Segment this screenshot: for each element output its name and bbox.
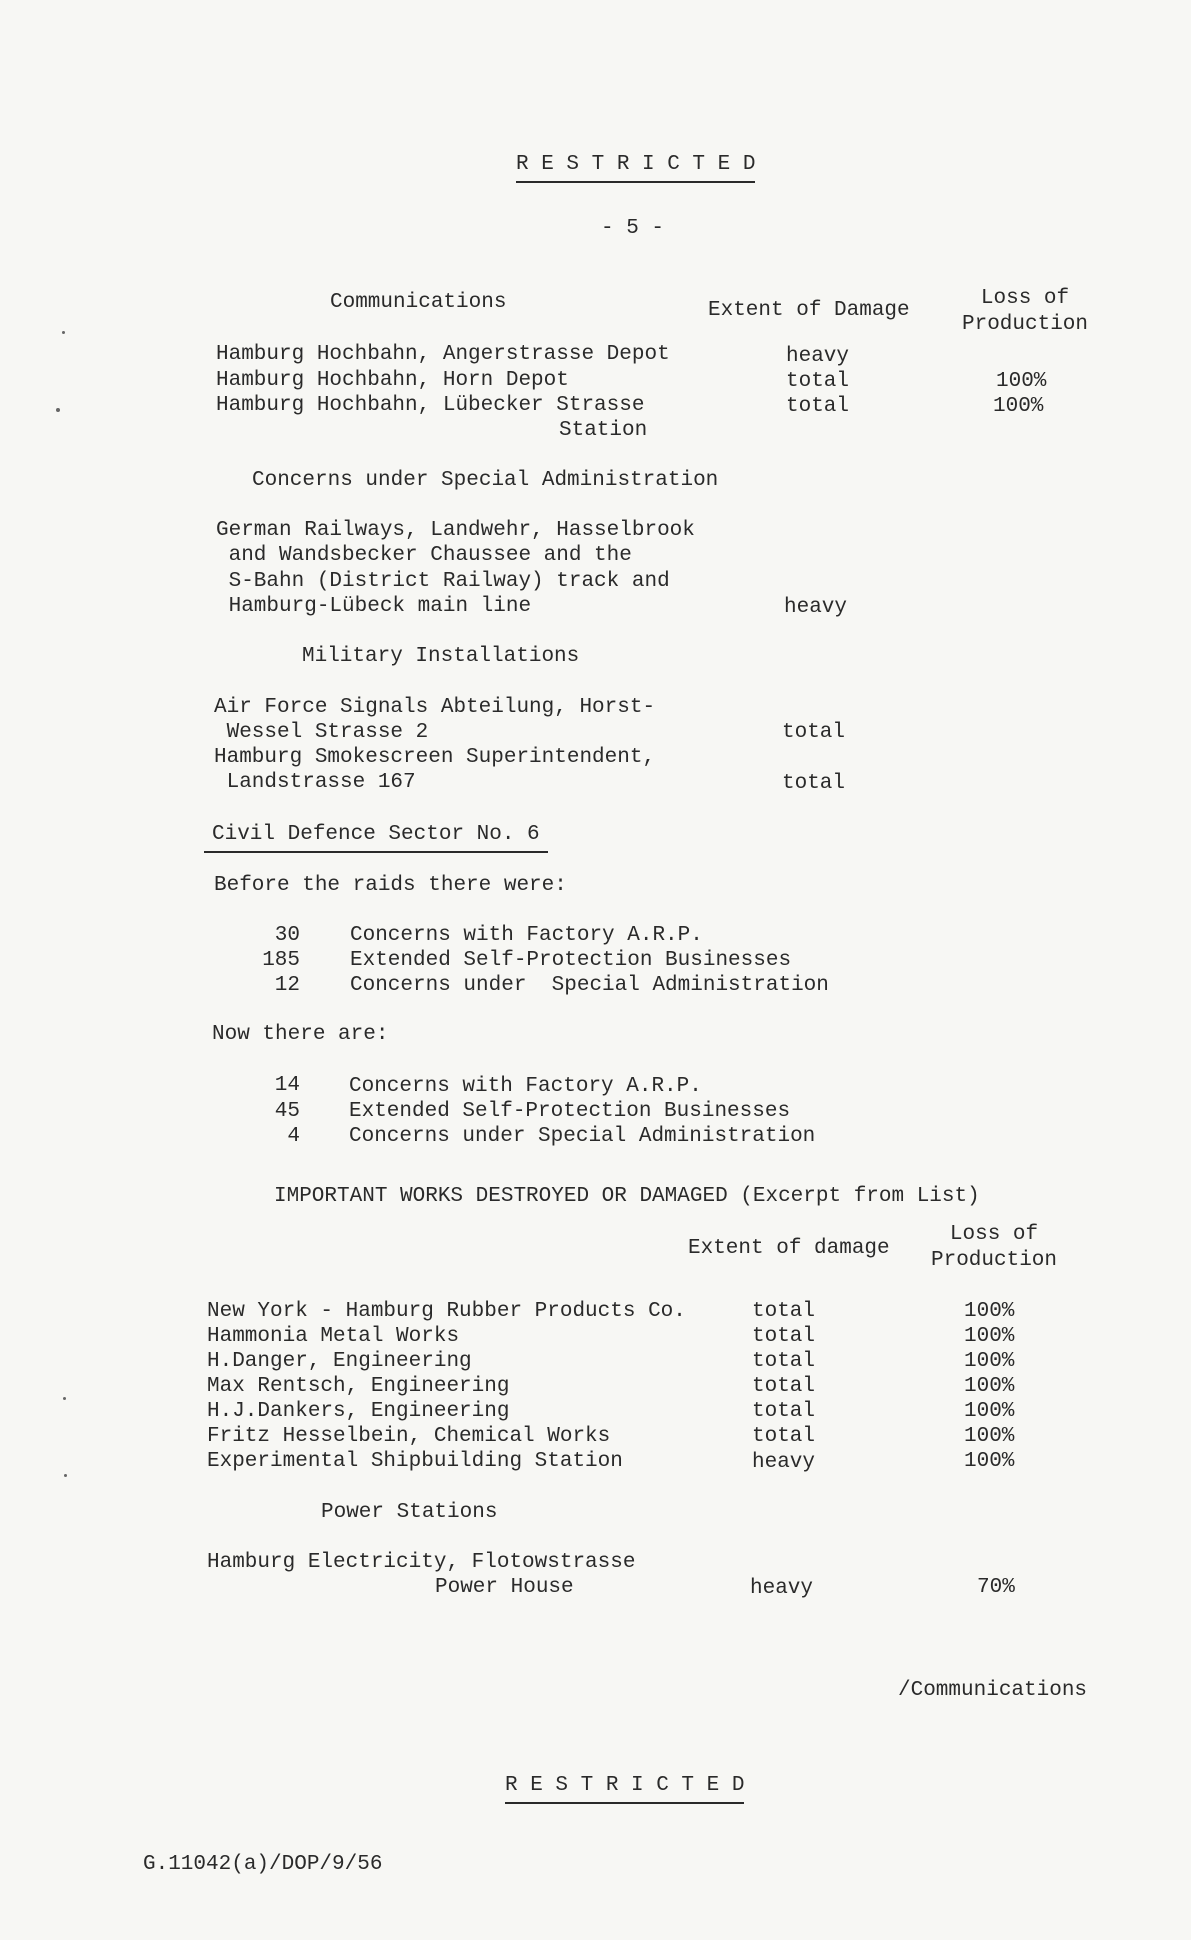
before-item: Concerns under Special Administration (350, 974, 829, 997)
scan-speck (56, 408, 60, 412)
comm-row-name: Hamburg Hochbahn, Horn Depot (216, 369, 569, 392)
works-row-name: Fritz Hesselbein, Chemical Works (207, 1425, 611, 1448)
special-admin-line: Hamburg-Lübeck main line (216, 595, 532, 618)
works-row-loss: 100% (964, 1300, 1015, 1323)
now-item: Concerns under Special Administration (349, 1125, 816, 1148)
comm-row-extent: total (786, 395, 850, 418)
works-row-name: Hammonia Metal Works (207, 1325, 460, 1348)
power-heading: Power Stations (321, 1501, 498, 1524)
power-loss: 70% (977, 1576, 1015, 1599)
power-line: Power House (435, 1576, 574, 1599)
military-item-extent: total (782, 772, 846, 795)
page-number: - 5 - (601, 217, 665, 240)
before-item: Extended Self-Protection Businesses (350, 949, 792, 972)
before-count: 185 (262, 949, 300, 972)
comm-row-extent: total (786, 370, 850, 393)
before-item: Concerns with Factory A.R.P. (350, 924, 703, 947)
works-row-extent: heavy (752, 1451, 816, 1474)
special-admin-heading: Concerns under Special Administration (252, 469, 719, 492)
before-count: 12 (274, 974, 300, 997)
col-loss-of-production-2: Production (961, 313, 1089, 336)
military-item-line: Air Force Signals Abteilung, Horst- (214, 696, 656, 719)
works-row-name: Max Rentsch, Engineering (207, 1375, 510, 1398)
comm-row-name: Hamburg Hochbahn, Angerstrasse Depot (216, 343, 670, 366)
works-row-extent: total (752, 1400, 816, 1423)
now-item: Concerns with Factory A.R.P. (349, 1075, 702, 1098)
military-item-line: Landstrasse 167 (214, 771, 416, 794)
comm-row-extent: heavy (786, 345, 850, 368)
military-item-line: Wessel Strasse 2 (214, 721, 429, 744)
scan-speck (63, 1397, 66, 1400)
works-row-loss: 100% (964, 1400, 1015, 1423)
now-count: 14 (274, 1074, 300, 1097)
now-item: Extended Self-Protection Businesses (349, 1100, 791, 1123)
comm-row-loss: 100% (996, 370, 1047, 393)
works-row-loss: 100% (964, 1425, 1015, 1448)
works-row-loss: 100% (964, 1375, 1015, 1398)
comm-row-continuation: Station (559, 419, 648, 442)
before-label: Before the raids there were: (214, 874, 567, 897)
military-item-line: Hamburg Smokescreen Superintendent, (214, 746, 656, 769)
col-loss-of-production-1: Loss of (980, 287, 1070, 310)
special-admin-extent: heavy (784, 596, 848, 619)
power-line: Hamburg Electricity, Flotowstrasse (207, 1551, 636, 1574)
works-row-loss: 100% (964, 1450, 1015, 1473)
col-extent-of-damage: Extent of Damage (708, 299, 910, 322)
works-col-loss-2: Production (930, 1249, 1058, 1272)
scan-speck (62, 331, 65, 334)
works-row-name: H.J.Dankers, Engineering (207, 1400, 510, 1423)
footer-restricted: R E S T R I C T E D (505, 1775, 744, 1804)
scan-speck (64, 1474, 67, 1477)
works-row-extent: total (752, 1300, 816, 1323)
special-admin-line: S-Bahn (District Railway) track and (216, 570, 670, 593)
before-count: 30 (274, 924, 300, 947)
document-reference: G.11042(a)/DOP/9/56 (143, 1853, 383, 1876)
works-row-name: Experimental Shipbuilding Station (207, 1450, 623, 1473)
works-row-extent: total (752, 1375, 816, 1398)
works-row-loss: 100% (964, 1325, 1015, 1348)
works-row-loss: 100% (964, 1350, 1015, 1373)
sector-heading: Civil Defence Sector No. 6 (204, 824, 548, 853)
special-admin-line: German Railways, Landwehr, Hasselbrook (216, 519, 695, 542)
continuation-note: /Communications (898, 1679, 1088, 1702)
comm-row-name: Hamburg Hochbahn, Lübecker Strasse (216, 394, 645, 417)
works-row-extent: total (752, 1325, 816, 1348)
works-row-extent: total (752, 1425, 816, 1448)
power-extent: heavy (750, 1577, 814, 1600)
important-works-heading: IMPORTANT WORKS DESTROYED OR DAMAGED (Excerpt from List) (274, 1185, 980, 1208)
works-row-extent: total (752, 1350, 816, 1373)
works-row-name: New York - Hamburg Rubber Products Co. (207, 1300, 686, 1323)
special-admin-line: and Wandsbecker Chaussee and the (216, 544, 632, 567)
header-restricted: R E S T R I C T E D (516, 154, 755, 183)
communications-heading: Communications (330, 291, 507, 314)
now-count: 45 (274, 1100, 300, 1123)
works-col-loss-1: Loss of (949, 1223, 1039, 1246)
military-item-extent: total (782, 721, 846, 744)
now-count: 4 (287, 1125, 300, 1148)
works-col-extent: Extent of damage (688, 1237, 890, 1260)
works-row-name: H.Danger, Engineering (207, 1350, 472, 1373)
military-heading: Military Installations (302, 645, 580, 668)
comm-row-loss: 100% (993, 395, 1044, 418)
now-label: Now there are: (212, 1023, 389, 1046)
